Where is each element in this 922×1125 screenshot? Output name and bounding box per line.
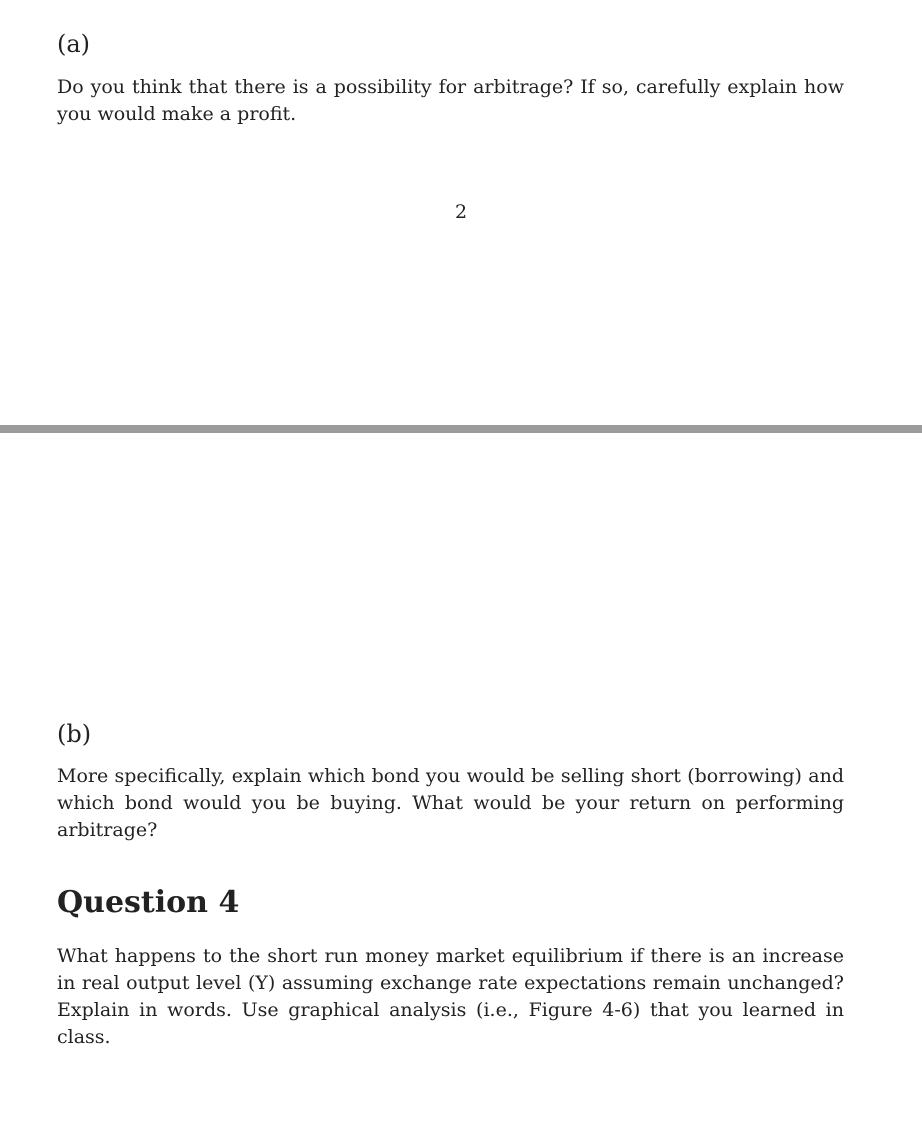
document-page-bottom [0,433,922,1125]
part-a-question-text: Do you think that there is a possibility for arbitrage? If so, carefully explain how you would make a profit. [57,76,844,125]
page-divider [0,425,922,433]
part-b-label: (b) [57,720,92,748]
page-number: 2 [454,201,468,223]
question-4-text: What happens to the short run money market equilibrium if there is an increase in real output level (Y) assuming exchange rate expectations remain unchanged? Explain in words. Use graphical analysis (i.e., Figure 4-6) that you learned in class. [57,945,844,1048]
part-b-question-text: More specifically, explain which bond you would be selling short (borrowing) and which bond would you be buying. What would be your return on performing arbitrage? [57,765,844,841]
part-a-label: (a) [57,30,91,58]
document-page-top [0,0,922,425]
question-4-heading: Question 4 [57,885,240,920]
